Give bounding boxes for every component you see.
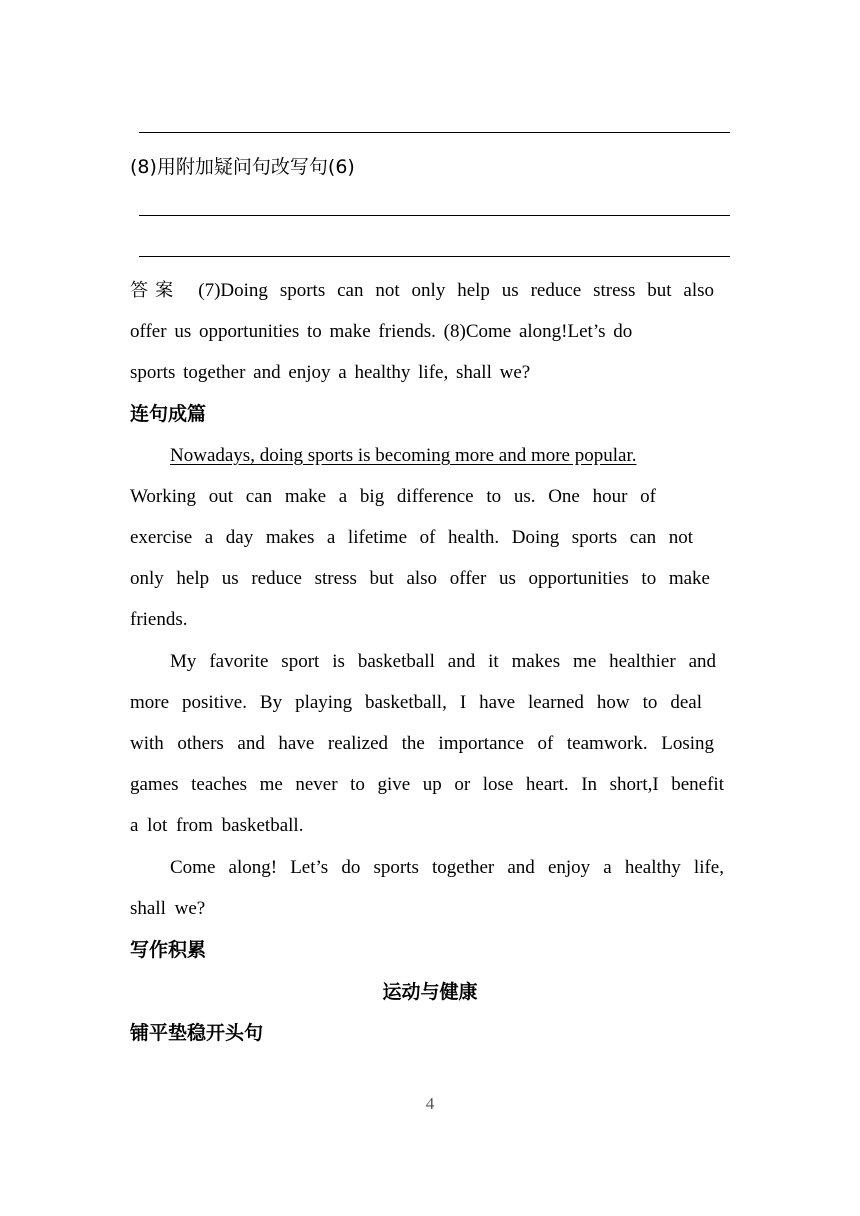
essay-p3-line2: shall we?	[130, 898, 206, 919]
essay-p2-line1: My favorite sport is basketball and it makes me healthier and	[170, 651, 716, 672]
writing-section-heading: 铺平垫稳开头句	[130, 1022, 264, 1044]
question-8-prompt: (8)用附加疑问句改写句(6)	[130, 156, 355, 178]
answer-label: 答案	[130, 280, 181, 301]
answer-line-2: offer us opportunities to make friends. (8)Come along!Let’s do	[130, 321, 633, 342]
essay-heading: 连句成篇	[130, 403, 207, 425]
essay-p1-line1	[170, 444, 708, 468]
essay-p1-line3: exercise a day makes a lifetime of health. Doing sports can not	[130, 527, 693, 548]
answer-line-1	[130, 279, 714, 303]
essay-topic-sentence: Nowadays, doing sports is becoming more and more popular.	[170, 445, 637, 466]
essay-p2-line3: with others and have realized the importance of teamwork. Losing	[130, 733, 714, 754]
essay-p2-line5: a lot from basketball.	[130, 815, 304, 836]
answer-text-1: (7)Doing sports can not only help us reduce stress but also	[198, 280, 714, 301]
writing-subtitle: 运动与健康	[382, 981, 478, 1003]
answer-line-3: sports together and enjoy a healthy life, shall we?	[130, 362, 531, 383]
essay-p2-line4: games teaches me never to give up or lose heart. In short,I benefit	[130, 774, 724, 795]
writing-heading: 写作积累	[130, 939, 207, 961]
answer-blank-line-8b	[139, 256, 730, 257]
essay-p1-line2: Working out can make a big difference to us. One hour of	[130, 486, 656, 507]
essay-p2-line2: more positive. By playing basketball, I have learned how to deal	[130, 692, 702, 713]
essay-p3-line1: Come along! Let’s do sports together and enjoy a healthy life,	[170, 857, 724, 878]
essay-p1-line5: friends.	[130, 609, 188, 630]
page-number: 4	[425, 1094, 435, 1113]
essay-p1-line4: only help us reduce stress but also offer us opportunities to make	[130, 568, 710, 589]
answer-blank-line-7b	[139, 132, 730, 133]
answer-blank-line-8a	[139, 215, 730, 216]
